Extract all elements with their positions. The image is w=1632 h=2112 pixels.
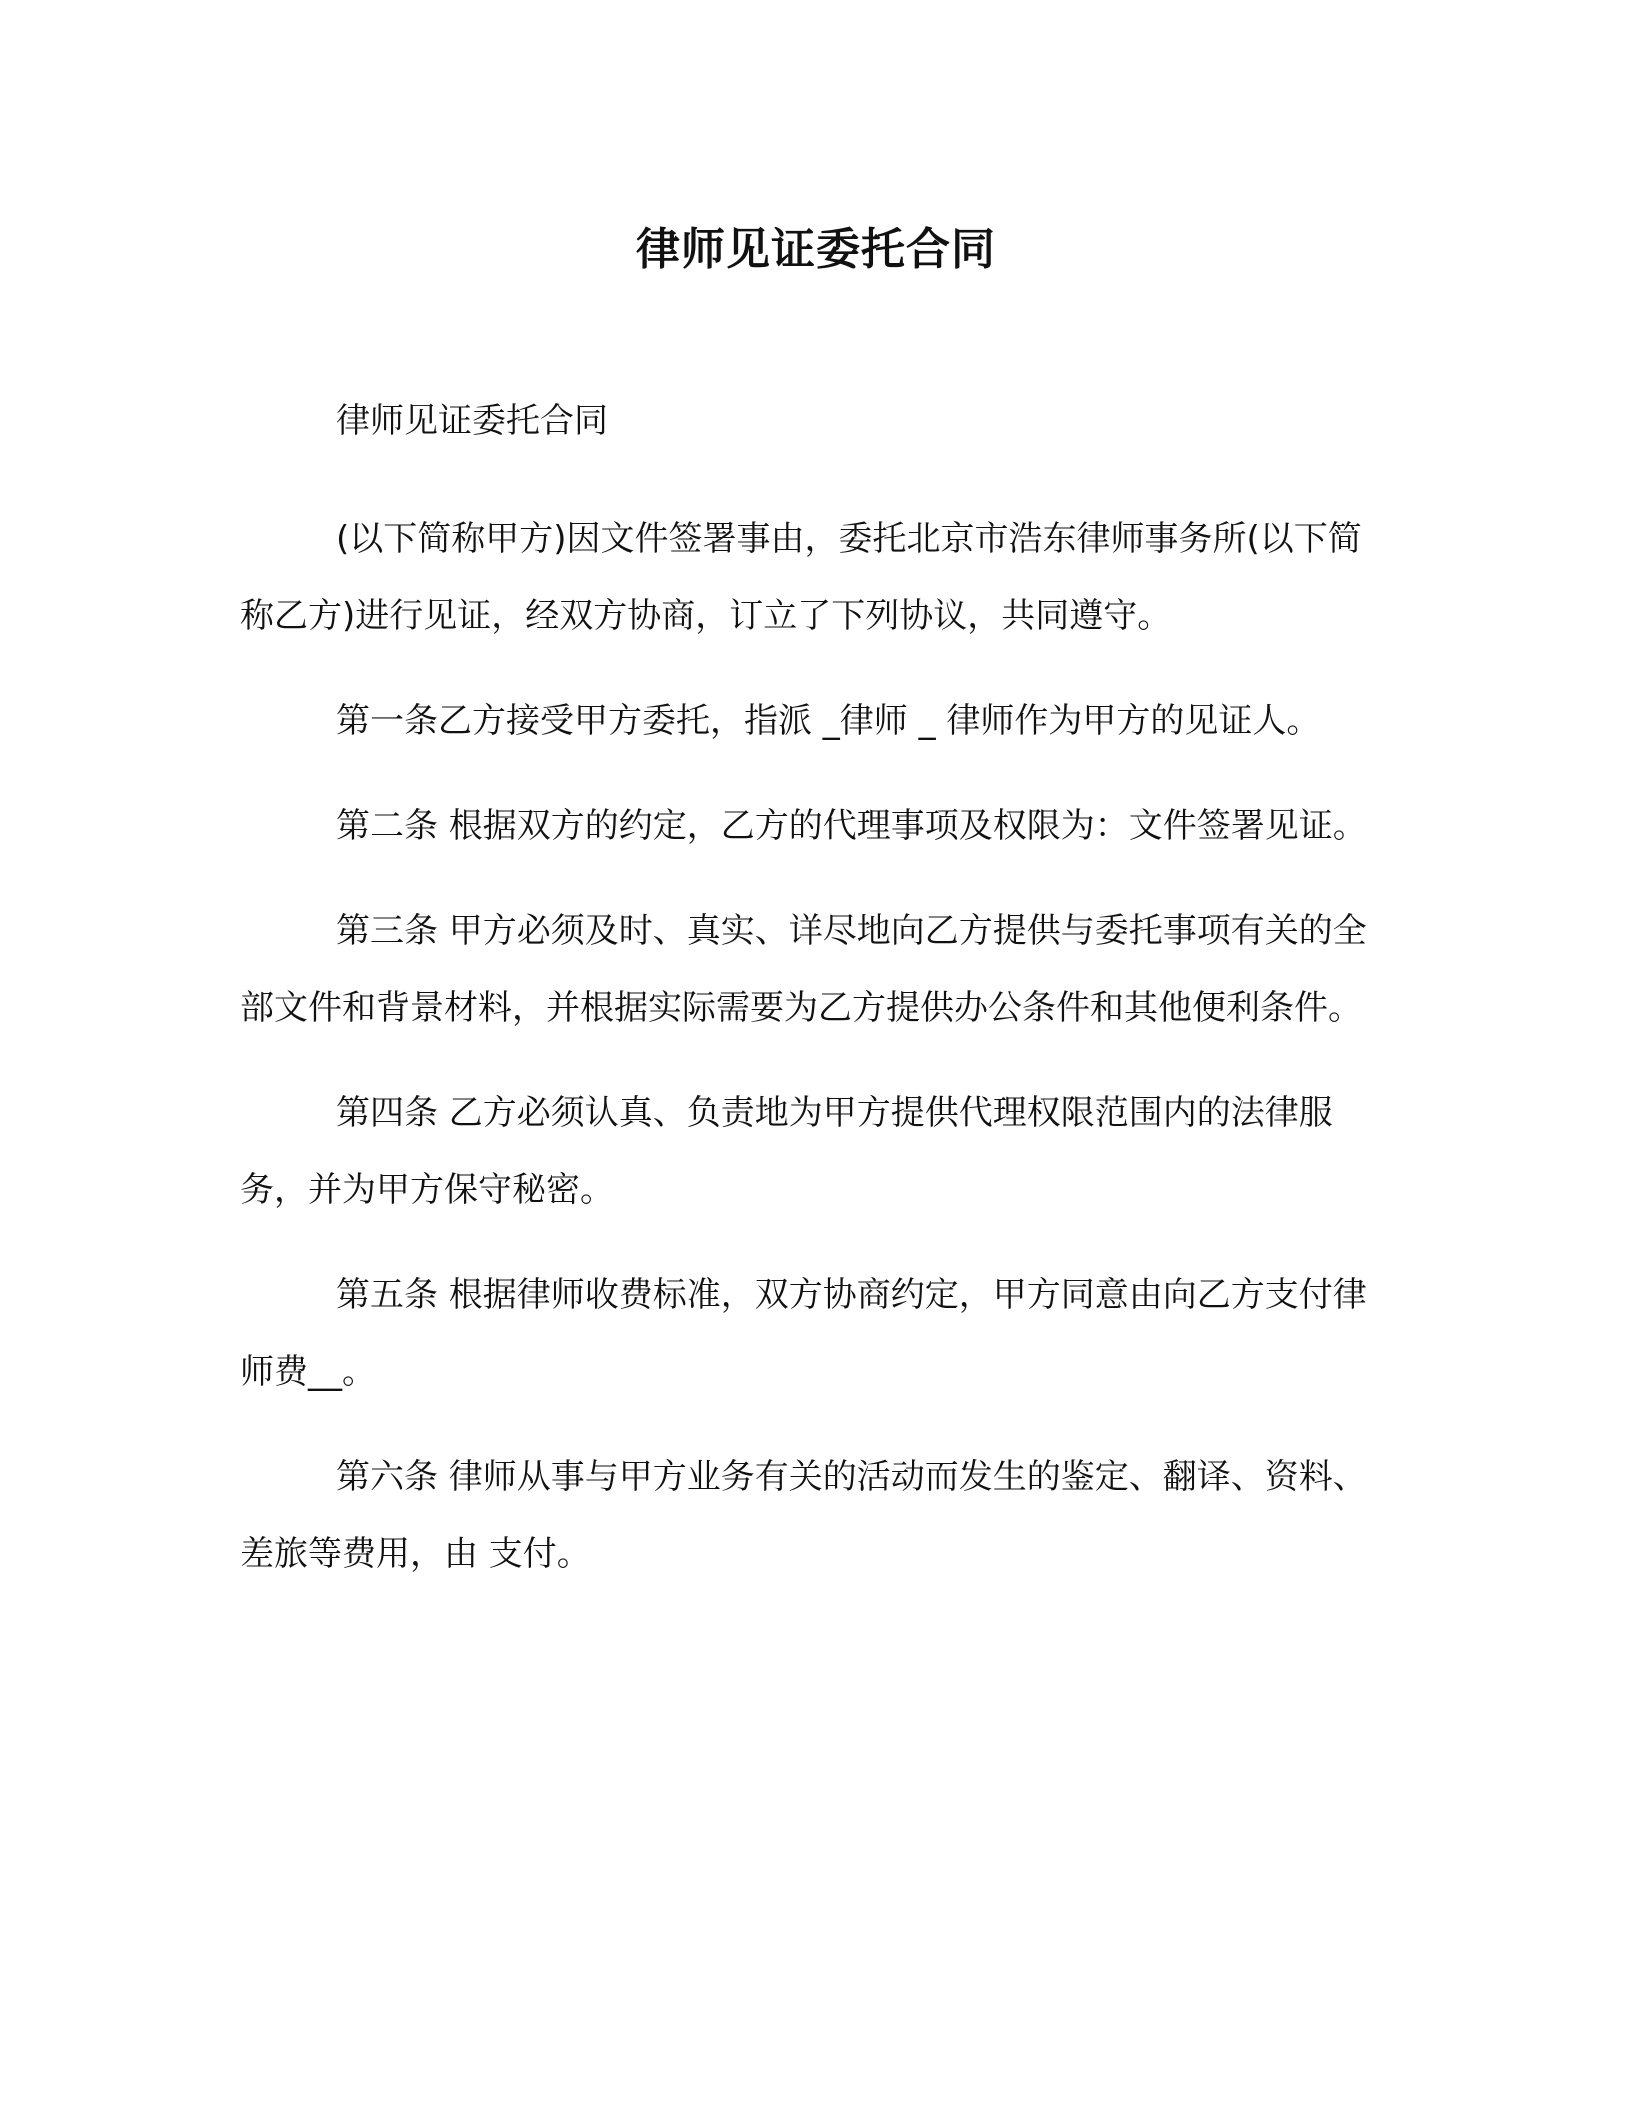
article-2: 第二条 根据双方的约定，乙方的代理事项及权限为：文件签署见证。 [336, 806, 1367, 846]
article-1: 第一条乙方接受甲方委托，指派 _律师 _ 律师作为甲方的见证人。 [336, 701, 1321, 741]
document-body [240, 396, 1392, 1593]
article-5: 第五条 根据律师收费标准，双方协商约定，甲方同意由向乙方支付律师费__。 [240, 1275, 1367, 1392]
article-6: 第六条 律师从事与甲方业务有关的活动而发生的鉴定、翻译、资料、差旅等费用，由 支付。 [240, 1457, 1367, 1574]
contract-subtitle: 律师见证委托合同 [336, 401, 608, 441]
preamble-paragraph: (以下简称甲方)因文件签署事由，委托北京市浩东律师事务所(以下简称乙方)进行见证，经双方协商，订立了下列协议，共同遵守。 [240, 519, 1362, 636]
document-title: 律师见证委托合同 [636, 224, 996, 275]
article-3: 第三条 甲方必须及时、真实、详尽地向乙方提供与委托事项有关的全部文件和背景材料，并根据实际需要为乙方提供办公条件和其他便利条件。 [240, 911, 1367, 1028]
article-4: 第四条 乙方必须认真、负责地为甲方提供代理权限范围内的法律服务，并为甲方保守秘密。 [240, 1093, 1333, 1210]
